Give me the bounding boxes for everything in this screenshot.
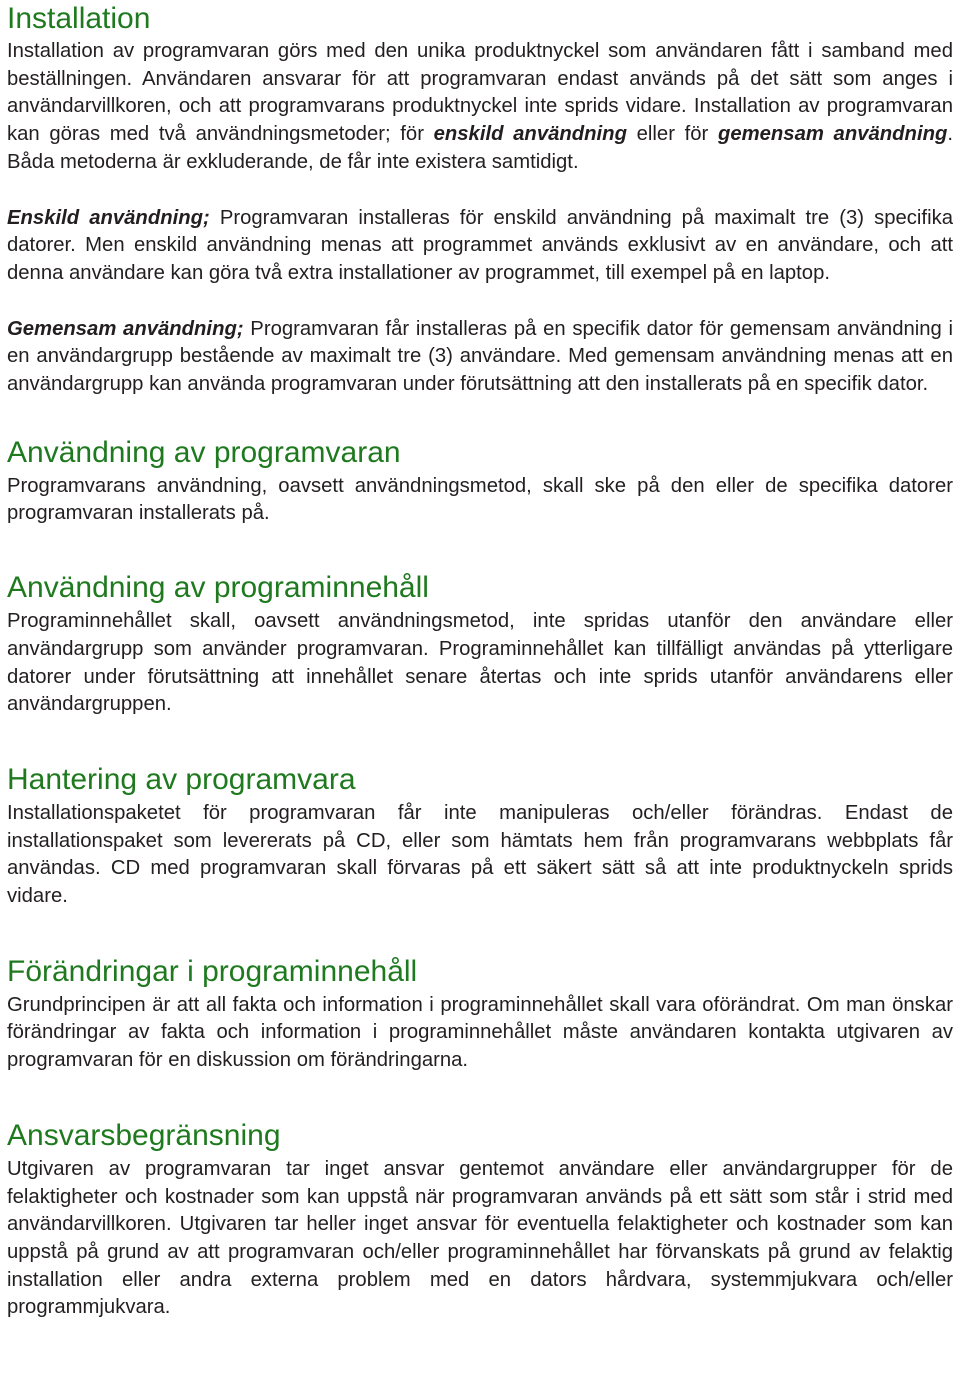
lead-enskild: Enskild användning;	[7, 206, 210, 229]
heading-anvandning-programvaran: Användning av programvaran	[7, 435, 401, 469]
heading-installation: Installation	[7, 2, 151, 35]
emphasis-gemensam: gemensam användning	[717, 123, 948, 146]
text-run: . Båda metoderna är exkluderande, de får inte existera samtidigt.	[7, 123, 954, 173]
text-run: Programvaran får installeras på en specifik dator för gemensam användning i en användargrupp bestående av maximalt tre (3) användare. Med gemensam användning menas att en användargrupp kan använda programvaran under förutsättning att den installerats på en specifik dator.	[7, 317, 954, 396]
paragraph-forandringar: Grundprincipen är att all fakta och information i programinnehållet skall vara oförändrat. Om man önskar förändringar av fakta och information i programinnehållet måste användaren kontakta utgivaren av programvaran för en diskussion om förändringarna.	[7, 993, 953, 1072]
paragraph-ansvarsbegransning: Utgivaren av programvaran tar inget ansvar gentemot användare eller användargrupper för de felaktigheter och kostnader som kan uppstå när programvaran används på ett sätt som står i strid med användarvillkoren. Utgivaren tar heller inget ansvar för eventuella felaktigheter och kostnader som kan uppstå på grund av att programvaran och/eller programinnehållet har förvanskats på grund av felaktig installation eller andra externa problem med en dators hårdvara, systemmjukvara och/eller programmjukvara.	[7, 1157, 953, 1319]
emphasis-enskild: enskild användning	[433, 123, 627, 146]
paragraph-enskild-anvandning	[7, 205, 953, 288]
text-run: eller för	[626, 123, 718, 146]
text-run: Installation av programvaran görs med den unika produktnyckel som användaren fått i samband med beställningen. Användaren ansvarar för att programvaran endast används på det sätt som anges i användarvillkoren, och att programvarans produktnyckel inte sprids vidare. Installation av programvaran kan göras med två användningsmetoder; för	[7, 40, 953, 146]
paragraph-anvandning-programinnehall: Programinnehållet skall, oavsett användningsmetod, inte spridas utanför den användare eller användargrupp som använder programvaran. Programinnehållet kan tillfälligt användas på ytterligare datorer under förutsättning att innehållet senare återtas och inte sprids utanför användarens eller användargruppen.	[7, 610, 953, 716]
section-installation	[7, 0, 953, 399]
heading-anvandning-programinnehall: Användning av programinnehåll	[7, 571, 429, 605]
heading-ansvarsbegransning: Ansvarsbegränsning	[7, 1118, 281, 1152]
paragraph-gemensam-anvandning	[7, 316, 953, 399]
section-hantering	[7, 763, 953, 911]
section-ansvarsbegransning	[7, 1119, 953, 1322]
section-forandringar	[7, 955, 953, 1075]
text-run: Programvaran installeras för enskild användning på maximalt tre (3) specifika datorer. Men enskild användning menas att programmet används exklusivt av en användare, och att denna användare kan göra två extra installationer av programmet, till exempel på en laptop.	[7, 206, 953, 284]
lead-gemensam: Gemensam användning;	[7, 317, 244, 340]
heading-hantering: Hantering av programvara	[7, 762, 356, 796]
paragraph-hantering: Installationspaketet för programvaran får inte manipuleras och/eller förändras. Endast de installationspaket som levererats på CD, eller som hämtats hem från programvarans webbplats får användas. CD med programvaran skall förvaras på ett säkert sätt så att inte produktnyckeln sprids vidare.	[7, 801, 953, 908]
paragraph-anvandning-programvaran: Programvarans användning, oavsett användningsmetod, skall ske på den eller de specifika datorer programvaran installerats på.	[7, 474, 953, 525]
paragraph-installation	[7, 38, 953, 177]
section-anvandning-programinnehall	[7, 571, 953, 719]
heading-forandringar: Förändringar i programinnehåll	[7, 954, 418, 988]
section-anvandning-programvaran	[7, 436, 953, 528]
